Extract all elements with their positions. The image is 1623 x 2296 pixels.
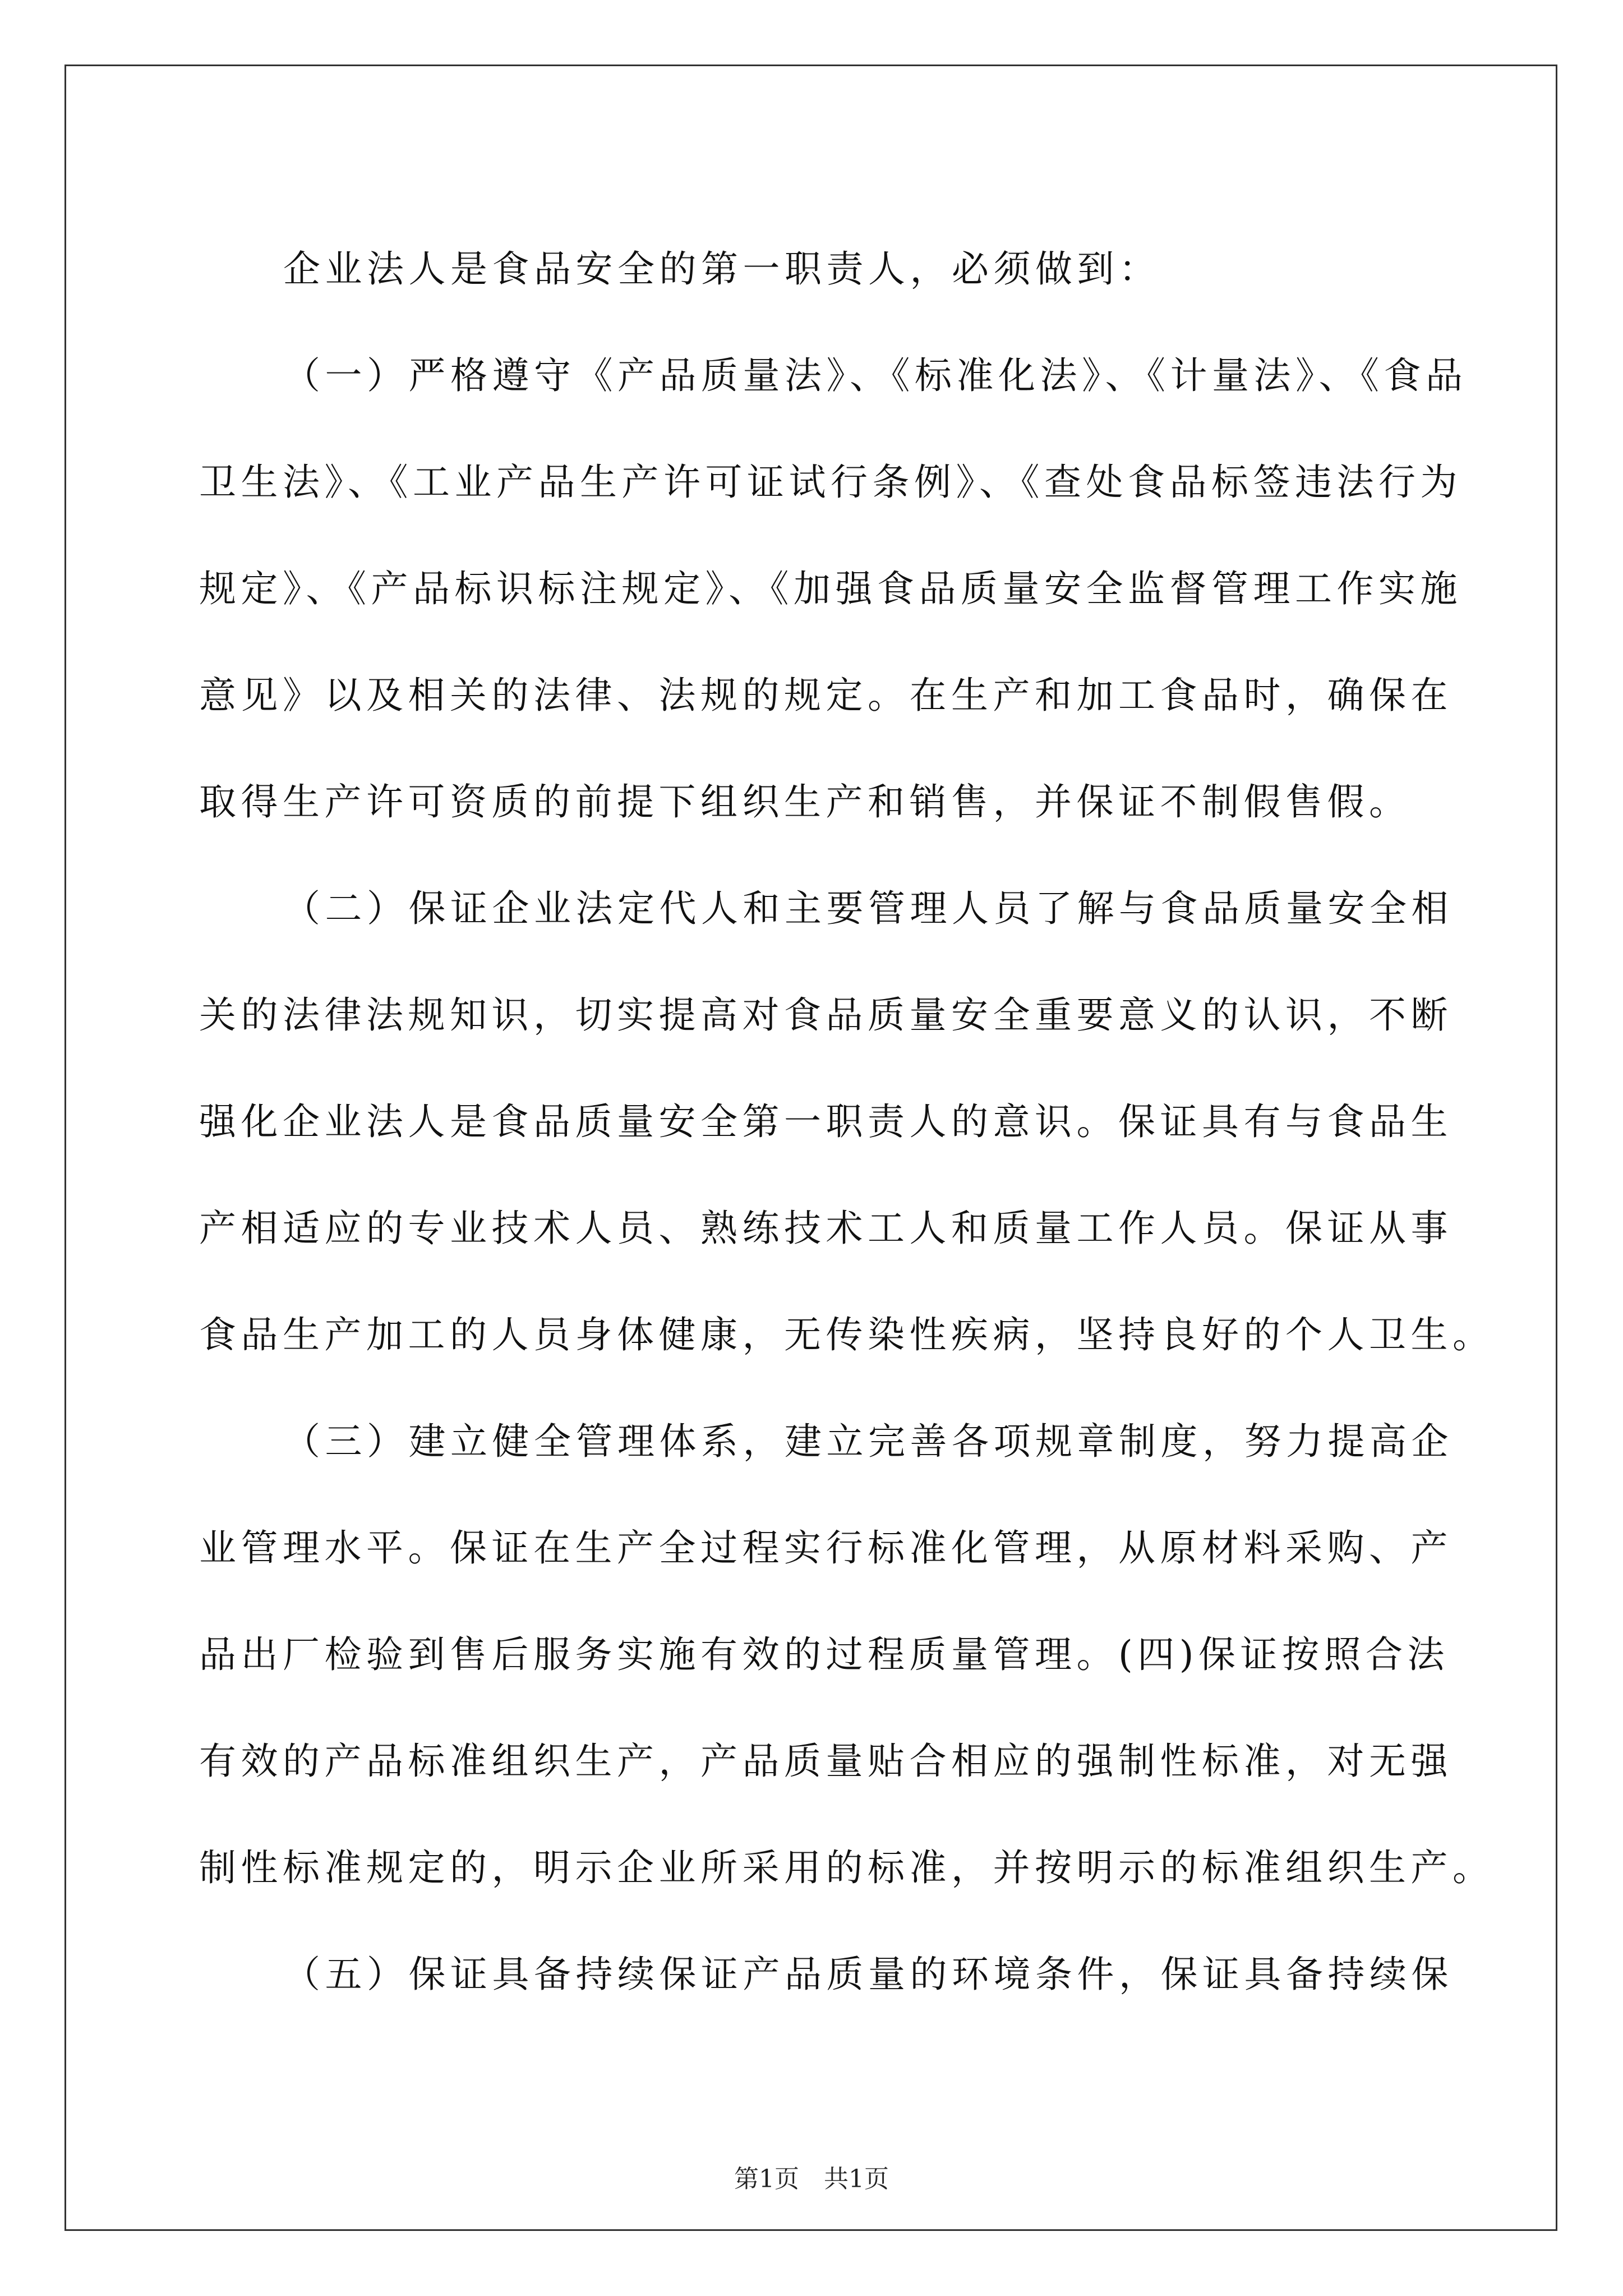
text-line: （一）严格遵守《产品质量法》、《标准化法》、《计量法》、《食品 <box>283 354 1468 397</box>
text-line: 取得生产许可资质的前提下组织生产和销售，并保证不制假售假。 <box>199 780 1411 823</box>
text-line: （二）保证企业法定代人和主要管理人员了解与食品质量安全相 <box>283 887 1453 930</box>
text-line: （五）保证具备持续保证产品质量的环境条件，保证具备持续保 <box>283 1953 1453 1996</box>
text-line: 产相适应的专业技术人员、熟练技术工人和质量工作人员。保证从事 <box>199 1207 1453 1250</box>
text-line: （三）建立健全管理体系，建立完善各项规章制度，努力提高企 <box>283 1420 1453 1463</box>
text-line: 食品生产加工的人员身体健康，无传染性疾病，坚持良好的个人卫生。 <box>199 1313 1495 1356</box>
document-body <box>199 216 1495 2028</box>
text-line: 业管理水平。保证在生产全过程实行标准化管理，从原材料采购、产 <box>199 1526 1453 1570</box>
text-line: 企业法人是食品安全的第一职责人，必须做到： <box>283 247 1161 291</box>
text-line: 制性标准规定的，明示企业所采用的标准，并按明示的标准组织生产。 <box>199 1846 1495 1889</box>
text-line: 意见》以及相关的法律、法规的规定。在生产和加工食品时，确保在 <box>199 674 1453 717</box>
text-line: 关的法律法规知识，切实提高对食品质量安全重要意义的认识，不断 <box>199 993 1453 1037</box>
text-line: 品出厂检验到售后服务实施有效的过程质量管理。(四)保证按照合法 <box>199 1633 1449 1676</box>
text-line: 有效的产品标准组织生产，产品质量贴合相应的强制性标准，对无强 <box>199 1740 1453 1783</box>
text-line: 卫生法》、《工业产品生产许可证试行条例》、《查处食品标签违法行为 <box>199 461 1462 504</box>
text-line: 强化企业法人是食品质量安全第一职责人的意识。保证具有与食品生 <box>199 1100 1453 1143</box>
text-line: 规定》、《产品标识标注规定》、《加强食品质量安全监督管理工作实施 <box>199 567 1462 610</box>
page-footer: 第1页 共1页 <box>734 2165 889 2193</box>
